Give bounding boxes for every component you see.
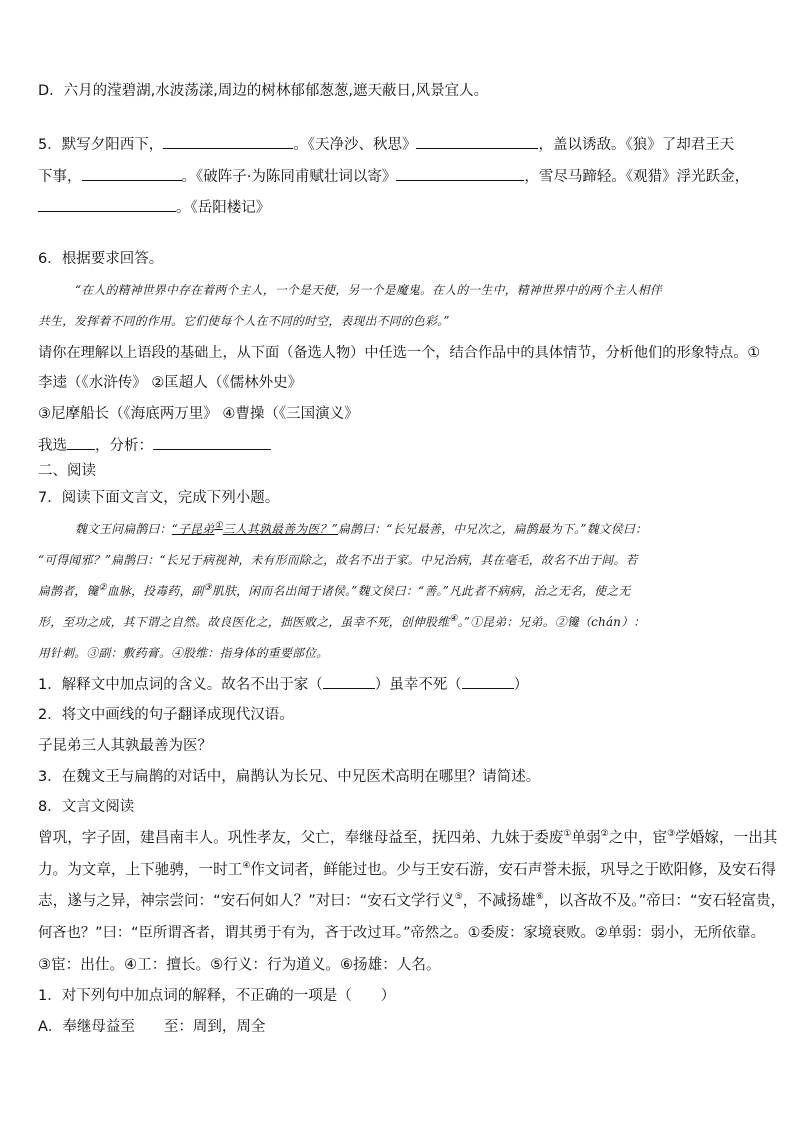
q7-passage-line-2: “可得闻邪？”扁鹊曰：“长兄于病视神，未有形而除之，故名不出于家。中兄治病，其在毫毛，故名不出于闾。若 [38,553,638,567]
q8-passage-line-5: ③宦：出仕。④工：擅长。⑤行义：行为道义。⑥扬雄：人名。 [38,956,441,973]
q6-prompt-line-1: 请你在理解以上语段的基础上，从下面（备选人物）中任选一个，结合作品中的具体情节，分析他们的形象特点。① [38,345,761,361]
q7-passage-line-1: 魏文王问扁鹊曰：“子昆弟①三人其孰最善为医？”扁鹊曰：“长兄最善，中兄次之，扁鹊最为下。”魏文侯曰： [75,521,648,536]
q6-quote-line-1: “在人的精神世界中存在着两个主人，一个是天使，另一个是魔鬼。在人的一生中，精神世界中的两个主人相伴 [75,283,662,297]
answer-blank[interactable] [153,435,271,450]
q8-passage-line-3: 志，遂与之异，神宗尝问：“安石何如人？”对曰：“安石文学行义⑤，不减扬雄⑥，以吝故不及。”帝曰：“安石轻富贵， [38,892,786,909]
q8-sub-1: 1．对下列句中加点词的解释，不正确的一项是（ ） [38,988,396,1004]
q7-footnotes: 用针刺。③副：敷药膏。④股维：指身体的重要部位。 [38,646,329,660]
answer-blank[interactable] [38,197,176,212]
q8-passage-line-4: 何吝也？”曰：“臣所谓吝者，谓其勇于有为，吝于改过耳。”帝然之。①委废：家境衰败。②单弱：弱小，无所依靠。 [38,925,765,941]
answer-blank[interactable] [323,674,375,689]
q6-answer-line: 我选 ，分析： [38,435,271,456]
q7-title: 7．阅读下面文言文，完成下列小题。 [38,490,280,506]
answer-blank[interactable] [67,435,95,450]
answer-blank[interactable] [462,674,514,689]
q6-quote-line-2: 共生，发挥着不同的作用。它们使每个人在不同的时空，表现出不同的色彩。” [38,314,450,328]
answer-blank[interactable] [163,134,293,149]
q8-title: 8．文言文阅读 [38,799,135,815]
q5-line-1: 5．默写夕阳西下， 。《天净沙、秋思》 ，盖以诱敌。《狼》了却君王天 [38,134,734,155]
q4-option-d: D．六月的滢碧湖,水波荡漾,周边的树林郁郁葱葱,遮天蔽日,风景宜人。 [38,83,489,99]
answer-blank[interactable] [82,166,182,181]
q7-passage-line-3: 扁鹊者，镵②血脉，投毒药，副③肌肤，闲而名出闻于诸侯。”魏文侯曰：“善。”凡此者不病病，治之无名，使之无 [38,583,631,598]
section-heading: 二、阅读 [38,463,96,479]
q6-title: 6．根据要求回答。 [38,251,164,267]
q8-passage-line-2: 力。为文章，上下驰骋，一时工④作文词者，鲜能过也。少与王安石游，安石声誉未振，巩导之于欧阳修，及安石得 [38,861,776,878]
answer-blank[interactable] [416,134,538,149]
q7-sub-2: 2．将文中画线的句子翻译成现代汉语。 [38,707,294,723]
q7-passage-line-4: 形，至功之成，其下谓之自然。故良医化之，拙医败之，虽幸不死，创伸股维④。”①昆弟：兄弟。②镵（chán）： [38,614,646,629]
answer-blank[interactable] [396,166,524,181]
q8-passage-line-1: 曾巩，字子固，建昌南丰人。巩性孝友，父亡，奉继母益至，抚四弟、九妹于委废①单弱②之中，宦③学婚嫁，一出其 [38,829,778,846]
q6-prompt-line-2: 李逵（《水浒传》 ②匡超人（《儒林外史》 [38,375,303,391]
q7-sub-1: 1．解释文中加点词的含义。故名不出于家（ ）虽幸不死（ ） [38,674,528,695]
q5-line-2: 下事， 。《破阵子·为陈同甫赋壮词以寄》 ，雪尽马蹄轻。《观猎》浮光跃金， [38,166,749,187]
q7-sub-3: 3．在魏文王与扁鹊的对话中，扁鹊认为长兄、中兄医术高明在哪里？请简述。 [38,769,541,785]
q6-prompt-line-3: ③尼摩船长（《海底两万里》 ④曹操（《三国演义》 [38,406,359,422]
q5-line-3: 。《岳阳楼记》 [38,197,270,218]
q8-option-a: A．奉继母益至 至：周到，周全 [38,1019,266,1035]
q7-sub-2-sentence: 子昆弟三人其孰最善为医？ [38,738,212,754]
